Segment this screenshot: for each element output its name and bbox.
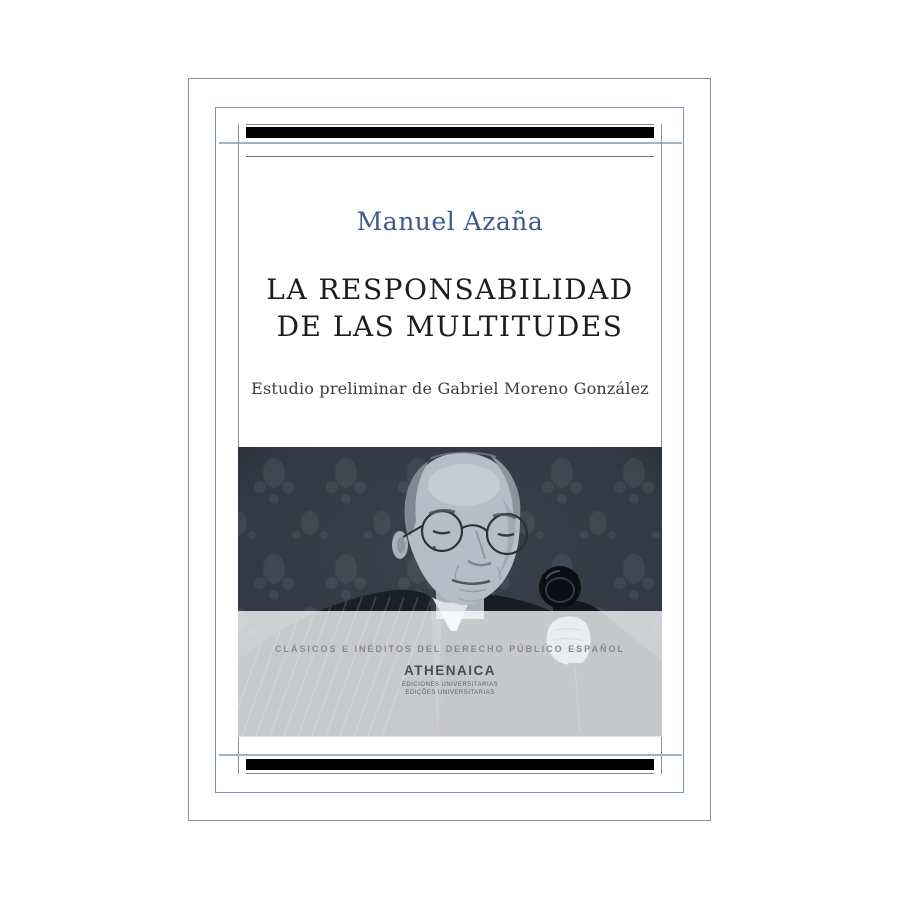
book-title-line2: DE LAS MULTITUDES [276,310,624,343]
series-band [238,611,662,737]
bottom-rule-blue [219,754,682,756]
publisher-subtitle-1: EDICIONES UNIVERSITARIAS [401,682,499,688]
book-title-line1: LA RESPONSABILIDAD [266,273,634,306]
bottom-rule-gray [246,773,654,774]
bottom-black-bar [246,759,654,770]
book-title [238,271,662,345]
top-rule-blue [219,142,682,144]
top-rule-gray [246,124,654,125]
publisher-name: ATHENAICA [404,663,496,678]
author-name: Manuel Azaña [356,207,544,236]
subtitle: Estudio preliminar de Gabriel Moreno González [251,379,649,398]
series-title: CLÁSICOS E INÉDITOS DEL DERECHO PÚBLICO ESPAÑOL [274,644,626,654]
top-rule-gray-2 [246,156,654,157]
top-black-bar [246,127,654,138]
publisher-subtitle-2: EDIÇÕES UNIVERSITARIAS [405,690,495,696]
